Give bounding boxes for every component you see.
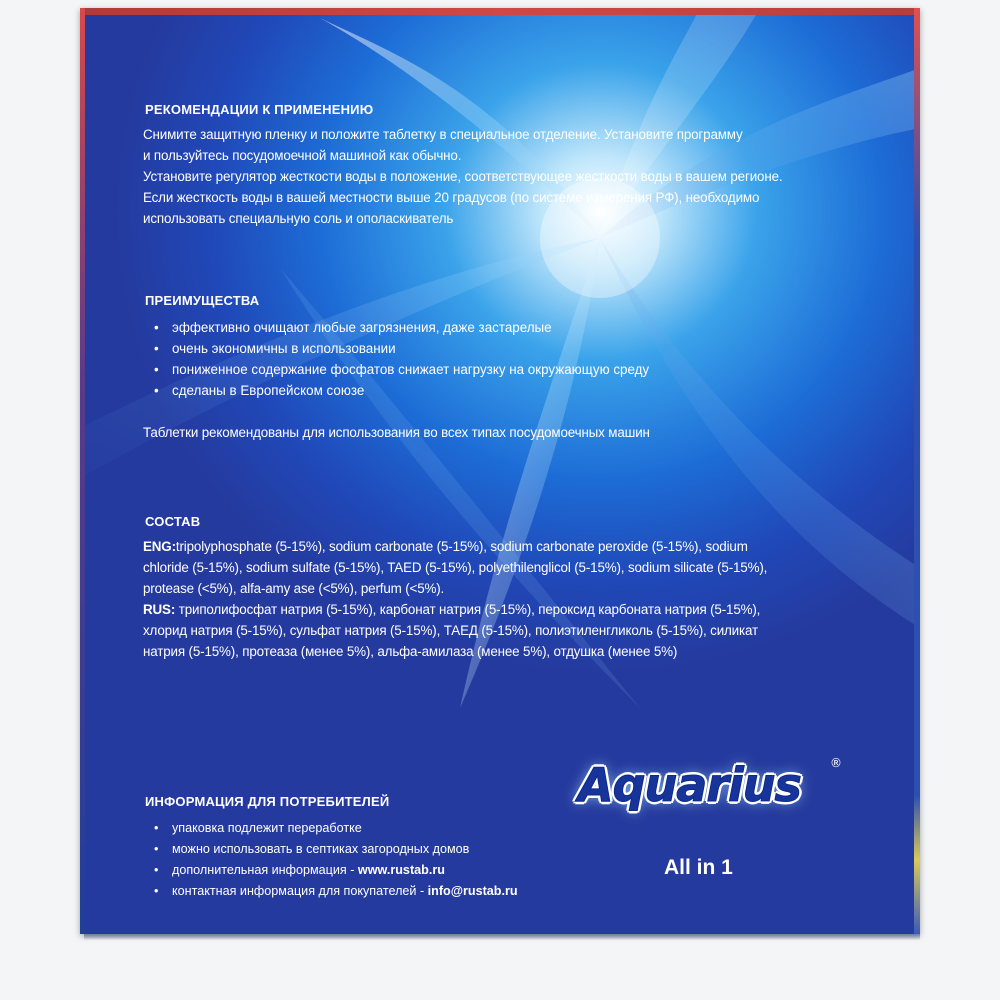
composition-heading: СОСТАВ: [145, 514, 201, 529]
advantages-note: Таблетки рекомендованы для использования во всех типах посудомоечных машин: [143, 425, 650, 440]
composition-eng-line: chloride (5-15%), sodium sulfate (5-15%), TAED (5-15%), polyethilenglicol (5-15%), sodium silicate (5-15%),: [143, 560, 768, 575]
advantages-list: [152, 317, 649, 401]
composition-eng-line: tripolyphosphate (5-15%), sodium carbonate (5-15%), sodium carbonate peroxide (5-15%), sodium: [175, 539, 748, 554]
advantages-heading: ПРЕИМУЩЕСТВА: [145, 293, 260, 308]
consumer-info-item: [152, 860, 518, 881]
brand-tagline: All in 1: [664, 856, 733, 879]
product-box-back: [80, 8, 920, 934]
advantages-item: • пониженное содержание фосфатов снижает нагрузку на окружающую среду: [152, 359, 649, 380]
composition-text: [143, 536, 767, 662]
consumer-info-list: [152, 818, 518, 902]
recommendations-line: Если жесткость воды в вашей местности выше 20 градусов (по системе измерения РФ), необходимо: [143, 190, 760, 205]
composition-eng-line: protease (<5%), alfa-amy ase (<5%), perfum (<5%).: [143, 581, 445, 596]
recommendations-line: Установите регулятор жесткости воды в положение, соответствующее жесткости воды в вашем регионе.: [143, 169, 783, 184]
consumer-info-text: упаковка подлежит переработке: [172, 821, 362, 835]
registered-mark: ®: [830, 756, 842, 770]
consumer-info-heading: ИНФОРМАЦИЯ ДЛЯ ПОТРЕБИТЕЛЕЙ: [145, 794, 390, 809]
consumer-info-text: контактная информация для покупателей -: [172, 884, 428, 898]
consumer-info-text: можно использовать в септиках загородных домов: [172, 842, 470, 856]
composition-rus-line: хлорид натрия (5-15%), сульфат натрия (5-15%), ТАЕД (5-15%), полиэтиленгликоль (5-15%), силикат: [143, 623, 759, 638]
recommendations-line: Снимите защитную пленку и положите таблетку в специальное отделение. Установите программу: [143, 127, 743, 142]
composition-rus-label: RUS:: [143, 602, 176, 617]
recommendations-heading: РЕКОМЕНДАЦИИ К ПРИМЕНЕНИЮ: [145, 102, 374, 117]
composition-rus-line: натрия (5-15%), протеаза (менее 5%), альфа-амилаза (менее 5%), отдушка (менее 5%): [143, 644, 678, 659]
email-link[interactable]: info@rustab.ru: [427, 884, 518, 898]
recommendations-text: [143, 124, 782, 229]
box-shadow: [84, 934, 920, 940]
consumer-info-item: [152, 881, 518, 902]
recommendations-line: использовать специальную соль и ополаскиватель: [143, 211, 454, 226]
recommendations-line: и пользуйтесь посудомоечной машиной как обычно.: [143, 148, 462, 163]
advantages-item: • очень экономичны в использовании: [152, 338, 649, 359]
website-link[interactable]: www.rustab.ru: [357, 863, 445, 877]
composition-eng-label: ENG:: [143, 539, 176, 554]
consumer-info-text: дополнительная информация -: [172, 863, 358, 877]
brand-logo-text: Aquarius: [578, 758, 801, 812]
composition-rus-line: триполифосфат натрия (5-15%), карбонат натрия (5-15%), пероксид карбоната натрия (5-15%),: [175, 602, 761, 617]
consumer-info-item: [152, 839, 518, 860]
advantages-item: • эффективно очищают любые загрязнения, даже застарелые: [152, 317, 649, 338]
consumer-info-item: [152, 818, 518, 839]
brand-logo: [560, 736, 860, 879]
advantages-item: • сделаны в Европейском союзе: [152, 380, 649, 401]
box-content: [80, 8, 920, 934]
